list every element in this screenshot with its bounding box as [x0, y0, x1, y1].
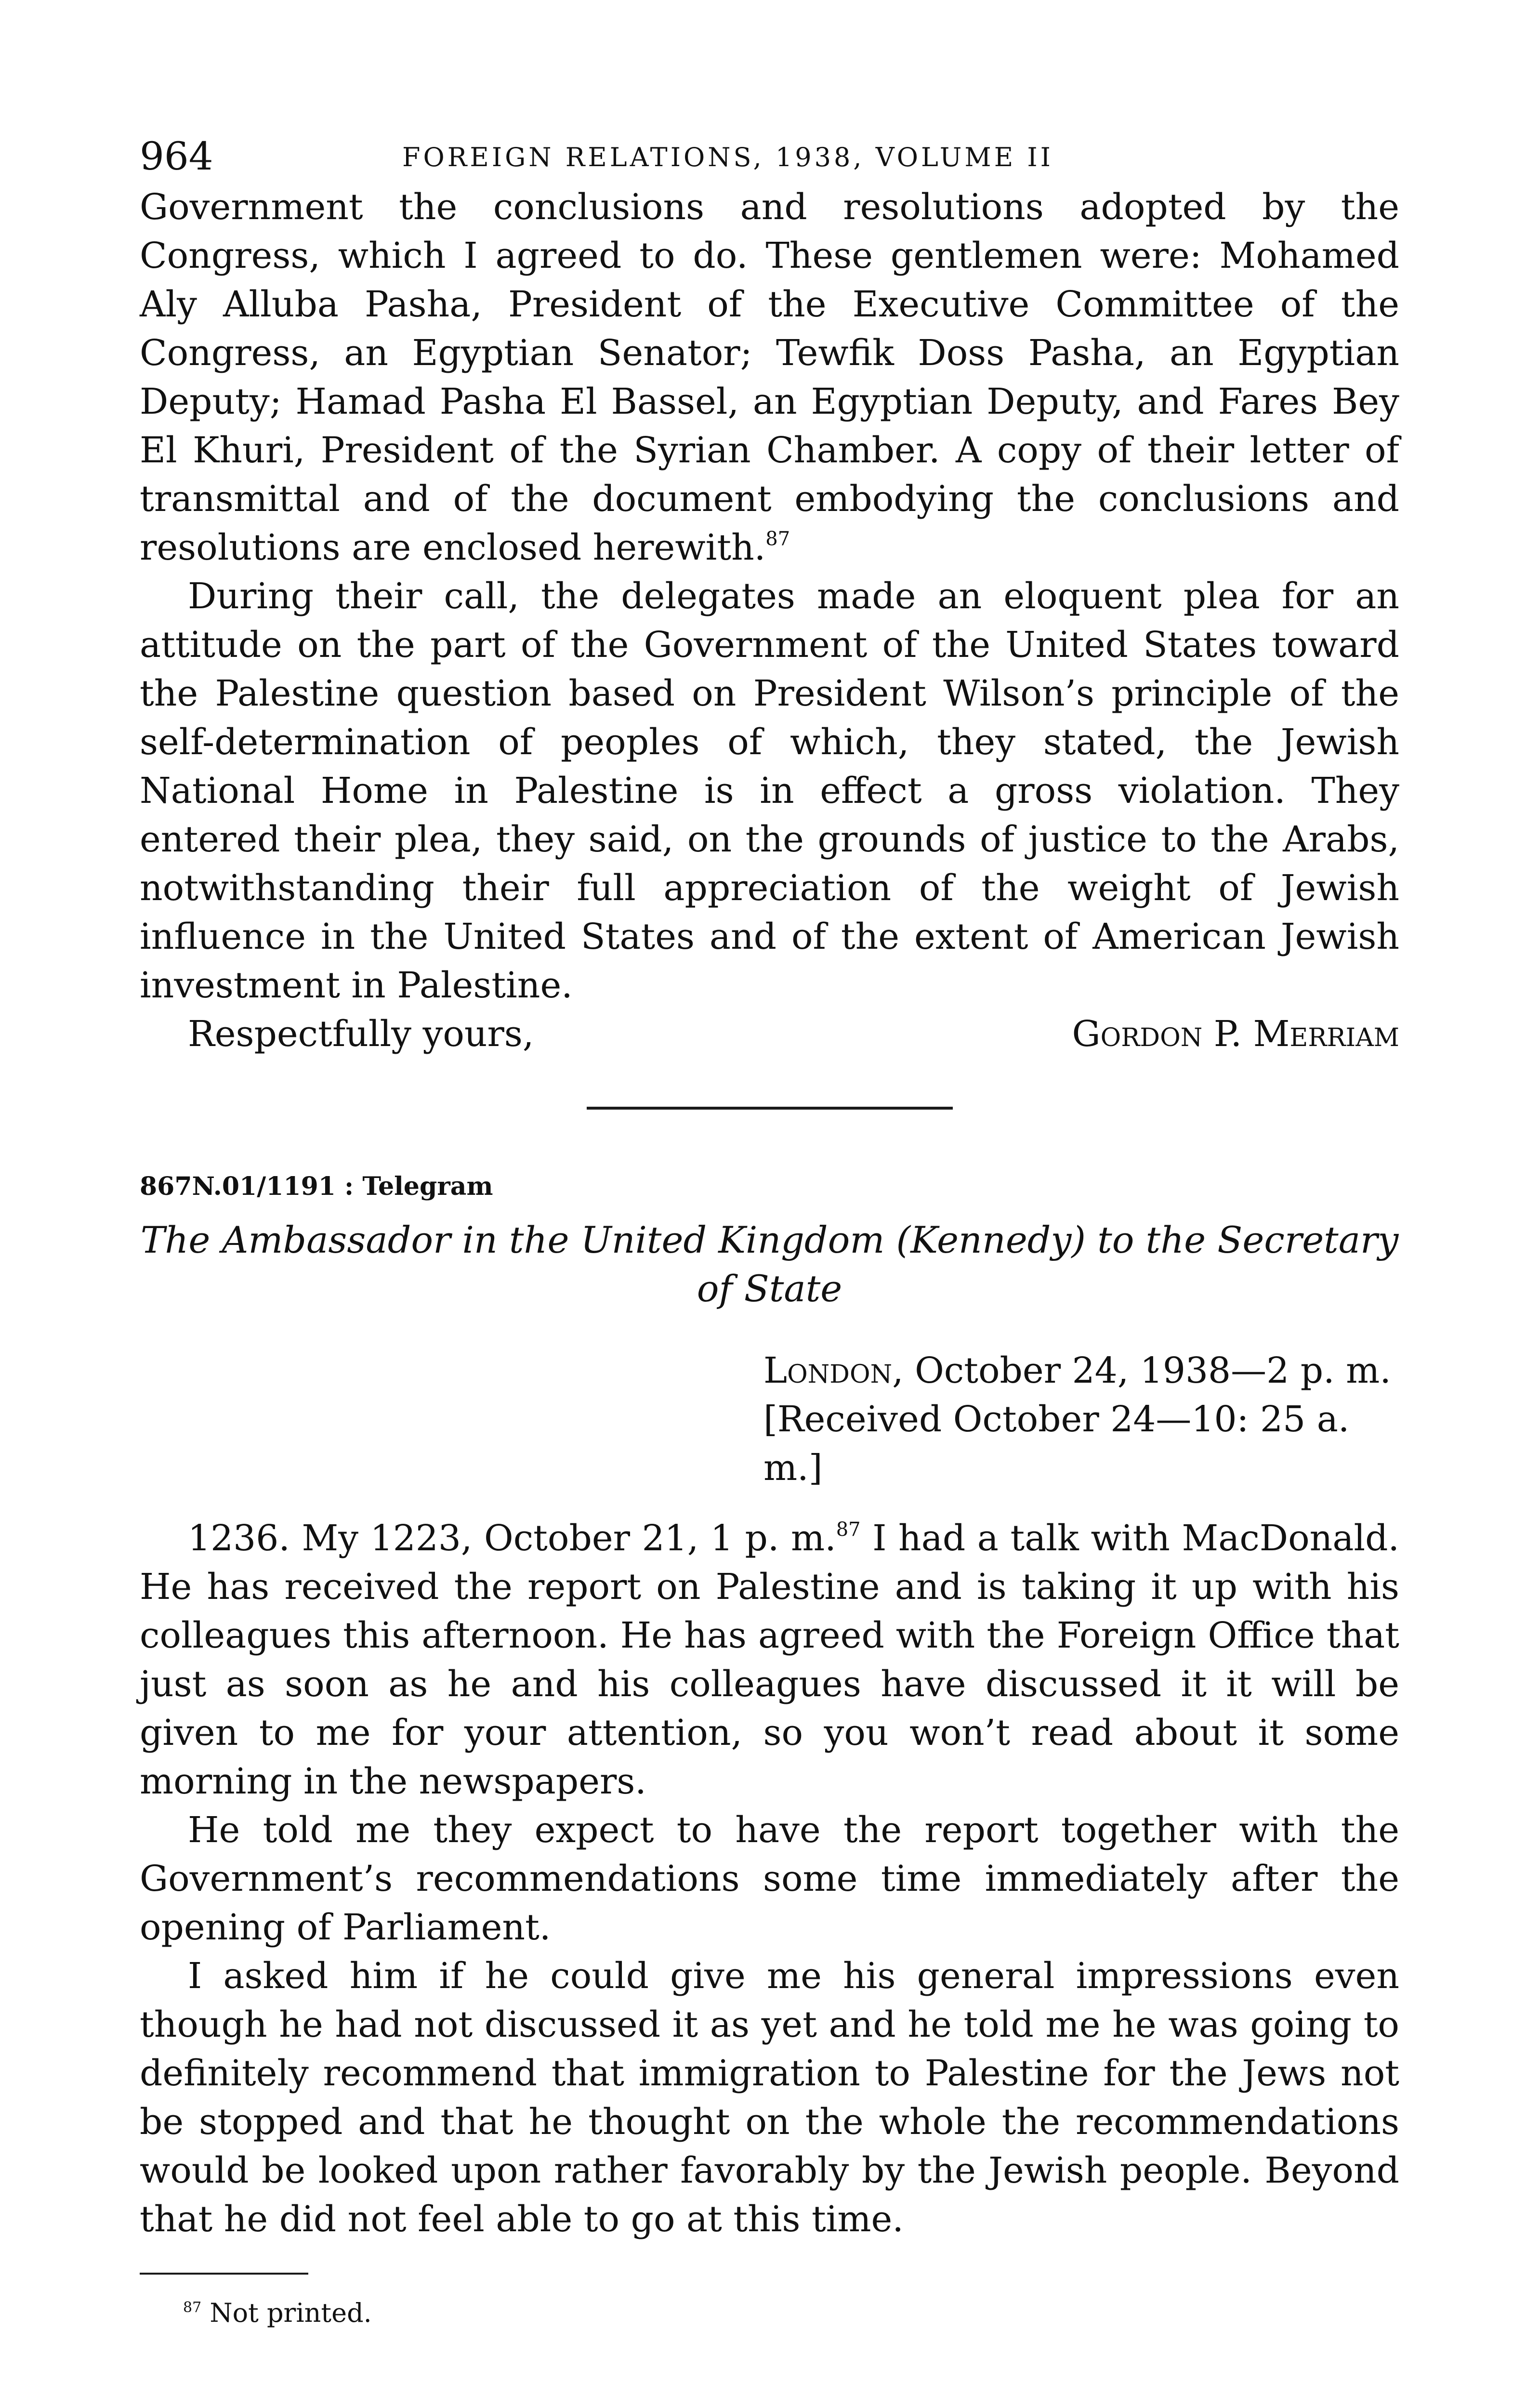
running-head	[140, 130, 1399, 183]
telegram-body	[140, 1514, 1399, 2244]
running-head-title: FOREIGN RELATIONS, 1938, VOLUME II	[402, 142, 1053, 172]
document-title-line-1: The Ambassador in the United Kingdom (Kennedy) to the Secretary	[140, 1218, 1399, 1261]
letter-closing	[140, 1010, 1399, 1059]
footnote-reference: 87	[765, 528, 790, 550]
telegram-paragraph-2: He told me they expect to have the report together with the Government’s recommendations some time immediately after the opening of Parliament.	[140, 1809, 1399, 1948]
delegates-plea-paragraph: During their call, the delegates made an eloquent plea for an attitude on the part of the Government of the United States toward the Palestine question based on President Wilson’s principle of the self-determination of peoples of which, they stated, the Jewish National Home in Palestine is in effect a gross violation. They entered their plea, they said, on the grounds of justice to the Arabs, notwithstanding their full appreciation of the weight of Jewish influence in the United States and of the extent of American Jewish investment in Palestine.	[140, 576, 1399, 1006]
continuation-paragraph-text: Government the conclusions and resolutions adopted by the Congress, which I agreed to do. These gentlemen were: Mohamed Aly Alluba Pasha, President of the Executive Committee of the Congress, an Egyptian Senator; Tewfik Doss Pasha, an Egyptian Deputy; Hamad Pasha El Bassel, an Egyptian Deputy, and Fares Bey El Khuri, President of the Syrian Chamber. A copy of their letter of transmittal and of the document embodying the conclusions and resolutions are enclosed herewith.	[140, 186, 1399, 568]
footnote-marker: 87	[183, 2299, 202, 2316]
page-number: 964	[140, 134, 213, 179]
footnote	[183, 2296, 1399, 2330]
received-line: [Received October 24—10: 25 a. m.]	[763, 1399, 1350, 1489]
document-title	[140, 1216, 1399, 1313]
document-title-line-2: of State	[697, 1267, 842, 1310]
dateline-place: London	[763, 1350, 893, 1391]
dateline	[763, 1347, 1399, 1395]
continuation-paragraph	[140, 183, 1399, 572]
footnote-reference: 87	[836, 1518, 861, 1541]
footnote-divider	[140, 2273, 308, 2275]
signature: Gordon P. Merriam	[1072, 1013, 1399, 1055]
telegram-paragraph-3: I asked him if he could give me his general impressions even though he had not discussed it as yet and he told me he was going to definitely recommend that immigration to Palestine for the Jews not be stopped and that he thought on the whole the recommendations would be looked upon rather favorably by the Jewish people. Beyond that he did not feel able to go at this time.	[140, 1955, 1399, 2240]
telegram-paragraph-1-text: I had a talk with MacDonald. He has received the report on Palestine and is taking it up with his colleagues this afternoon. He has agreed with the Foreign Office that just as soon as he and his colleagues have discussed it it will be given to me for your attention, so you won’t read about it some morning in the newspapers.	[140, 1518, 1400, 1802]
footnote-text: Not printed.	[210, 2298, 372, 2328]
telegram-paragraph-1-lead: 1236. My 1223, October 21, 1 p. m.	[188, 1518, 836, 1559]
document-page	[140, 130, 1399, 2330]
telegram-paragraph-1	[140, 1514, 1399, 1806]
dateline-date: , October 24, 1938—2 p. m.	[892, 1350, 1391, 1391]
section-divider	[587, 1107, 953, 1110]
complimentary-close: Respectfully yours,	[188, 1013, 534, 1055]
file-code: 867N.01/1191 : Telegram	[140, 1172, 493, 1201]
